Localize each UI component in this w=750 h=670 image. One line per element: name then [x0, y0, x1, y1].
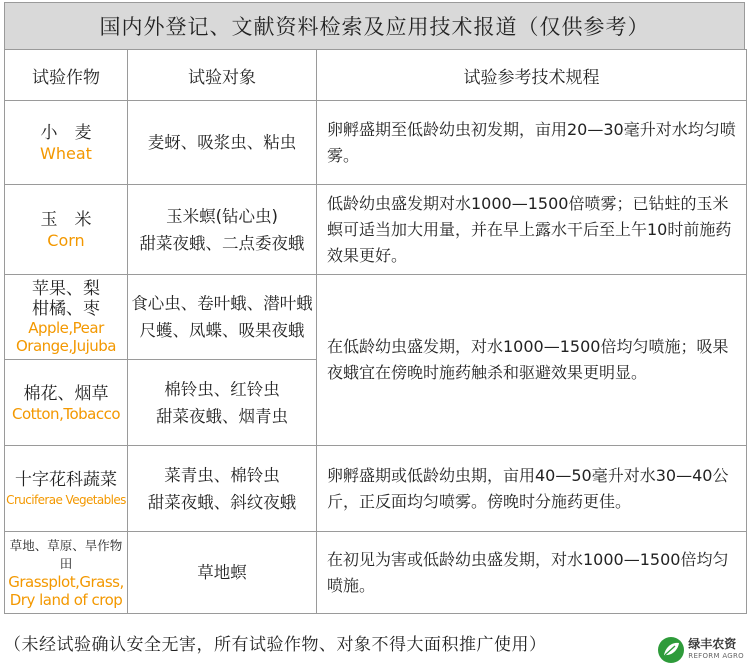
document-container: [4, 2, 745, 614]
procedure-text: 低龄幼虫盛发期对水1000—1500倍喷雾；已钻蛀的玉米螟可适当加大用量，并在早上露水干后至上午10时前施药效果更好。: [327, 193, 732, 265]
target-line: 草地螟: [197, 563, 247, 582]
logo-name-cn: 绿丰农资: [688, 637, 737, 651]
crop-name-cn: 十字花科蔬菜: [15, 469, 117, 490]
table-row: [5, 275, 747, 360]
crop-cell: [5, 532, 128, 614]
target-line: 麦蚜、吸浆虫、粘虫: [147, 133, 297, 152]
procedure-cell: [317, 446, 747, 532]
crop-name-cn: 玉 米: [40, 209, 92, 230]
crop-name-en: Corn: [47, 230, 85, 250]
target-line: 甜菜夜蛾、二点委夜蛾: [139, 233, 305, 253]
crop-name-en: Wheat: [40, 143, 92, 163]
target-cell: [128, 446, 317, 532]
target-cell: [128, 101, 317, 185]
table-header-row: [5, 50, 747, 101]
crop-name-cn: 棉花、烟草: [23, 383, 109, 404]
pest-control-table: [4, 49, 747, 614]
crop-cell: [5, 446, 128, 532]
procedure-text: 在低龄幼虫盛发期，对水1000—1500倍均匀喷施；吸果夜蛾宜在傍晚时施药触杀和驱避效果更明显。: [327, 337, 729, 382]
leaf-icon: [657, 636, 685, 664]
table-row: [5, 101, 747, 185]
logo-name-en: REFORM AGRO: [688, 652, 744, 660]
target-cell: [128, 360, 317, 446]
crop-cell: [5, 185, 128, 275]
crop-name-cn: 小 麦: [40, 122, 92, 143]
target-line: 玉米螟(钻心虫): [166, 206, 278, 226]
crop-cell: [5, 360, 128, 446]
crop-name-en: Apple,Pear: [28, 319, 104, 337]
crop-name-en: Orange,Jujuba: [15, 337, 116, 355]
target-line: 菜青虫、棉铃虫: [164, 465, 280, 485]
target-line: 棉铃虫、红铃虫: [164, 379, 280, 399]
procedure-cell: [317, 101, 747, 185]
table-row: [5, 185, 747, 275]
target-line: 甜菜夜蛾、烟青虫: [156, 406, 288, 426]
procedure-cell-shared: [317, 275, 747, 446]
target-cell: [128, 185, 317, 275]
table-row: [5, 532, 747, 614]
procedure-text: 卵孵盛期至低龄幼虫初发期，亩用20—30毫升对水均匀喷雾。: [327, 119, 736, 165]
crop-name-cn: 柑橘、枣: [32, 299, 100, 319]
crop-cell: [5, 275, 128, 360]
crop-name-en: Grassplot,Grass,: [8, 572, 124, 591]
table-row: [5, 446, 747, 532]
brand-logo: [657, 636, 744, 664]
target-cell: [128, 532, 317, 614]
crop-cell: [5, 101, 128, 185]
procedure-text: 卵孵盛期或低龄幼虫期，亩用40—50毫升对水30—40公斤，正反面均匀喷雾。傍晚时分施药更佳。: [327, 465, 729, 511]
page-title: 国内外登记、文献资料检索及应用技术报道（仅供参考）: [4, 2, 745, 49]
crop-name-en: Dry land of crop: [9, 590, 123, 609]
target-cell: [128, 275, 317, 360]
procedure-cell: [317, 532, 747, 614]
target-line: 甜菜夜蛾、斜纹夜蛾: [147, 492, 297, 512]
header-procedure: 试验参考技术规程: [317, 50, 747, 101]
header-target: 试验对象: [128, 50, 317, 101]
crop-name-en: Cruciferae Vegetables: [6, 492, 126, 507]
crop-name-en: Cotton,Tobacco: [11, 404, 121, 423]
disclaimer-footer: （未经试验确认安全无害，所有试验作物、对象不得大面积推广使用）: [4, 635, 547, 655]
crop-name-cn: 苹果、梨: [32, 279, 100, 299]
target-line: 食心虫、卷叶蛾、潜叶蛾: [131, 294, 313, 313]
procedure-text: 在初见为害或低龄幼虫盛发期，对水1000—1500倍均匀喷施。: [327, 549, 729, 595]
procedure-cell: [317, 185, 747, 275]
header-crop: 试验作物: [5, 50, 128, 101]
target-line: 尺蠖、凤蝶、吸果夜蛾: [139, 321, 305, 340]
crop-name-cn: 草地、草原、旱作物田: [9, 537, 123, 571]
